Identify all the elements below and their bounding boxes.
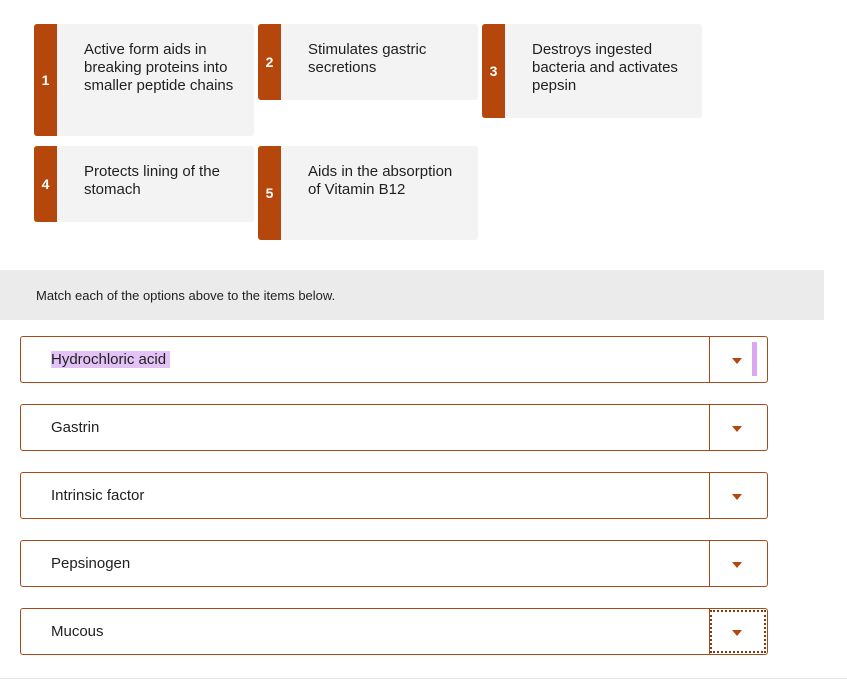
match-row-hydrochloric-acid[interactable] — [20, 336, 768, 383]
dropdown-toggle[interactable] — [709, 405, 767, 450]
chevron-down-icon — [732, 358, 742, 364]
option-card-4 — [34, 146, 254, 222]
option-number-badge: 5 — [258, 146, 281, 240]
match-row-gastrin[interactable] — [20, 404, 768, 451]
dropdown-toggle[interactable] — [709, 541, 767, 586]
match-row-pepsinogen[interactable] — [20, 540, 768, 587]
match-item-label — [21, 337, 709, 382]
match-item-label: Mucous — [51, 623, 104, 640]
divider — [0, 678, 847, 679]
chevron-down-icon — [732, 426, 742, 432]
match-row-intrinsic-factor[interactable] — [20, 472, 768, 519]
option-text: Stimulates gastric secretions — [308, 41, 427, 76]
option-card-2 — [258, 24, 478, 100]
option-card-3 — [482, 24, 702, 118]
option-card-5 — [258, 146, 478, 240]
dropdown-toggle[interactable] — [709, 473, 767, 518]
match-row-mucous[interactable] — [20, 608, 768, 655]
chevron-down-icon — [732, 630, 742, 636]
option-number-badge: 3 — [482, 24, 505, 118]
option-card-1 — [34, 24, 254, 136]
match-item-label: Intrinsic factor — [51, 487, 145, 504]
option-text: Aids in the absorption of Vitamin B12 — [308, 163, 453, 198]
option-text: Destroys ingested bacteria and activates pepsin — [532, 41, 678, 94]
chevron-down-icon — [732, 562, 742, 568]
option-number-badge: 4 — [34, 146, 57, 222]
instruction-text: Match each of the options above to the items below. — [36, 288, 336, 303]
selected-text-highlight: Hydrochloric acid — [51, 351, 170, 368]
match-item-label: Pepsinogen — [51, 555, 131, 572]
match-item-label: Gastrin — [51, 419, 100, 436]
option-text: Protects lining of the stomach — [84, 163, 220, 198]
dropdown-toggle[interactable] — [709, 337, 767, 382]
instruction-band — [0, 270, 824, 320]
option-number-badge: 2 — [258, 24, 281, 100]
option-number-badge: 1 — [34, 24, 57, 136]
dropdown-toggle[interactable] — [709, 609, 767, 654]
chevron-down-icon — [732, 494, 742, 500]
option-text: Active form aids in breaking proteins into smaller peptide chains — [84, 41, 234, 94]
text-cursor-indicator — [752, 342, 757, 376]
